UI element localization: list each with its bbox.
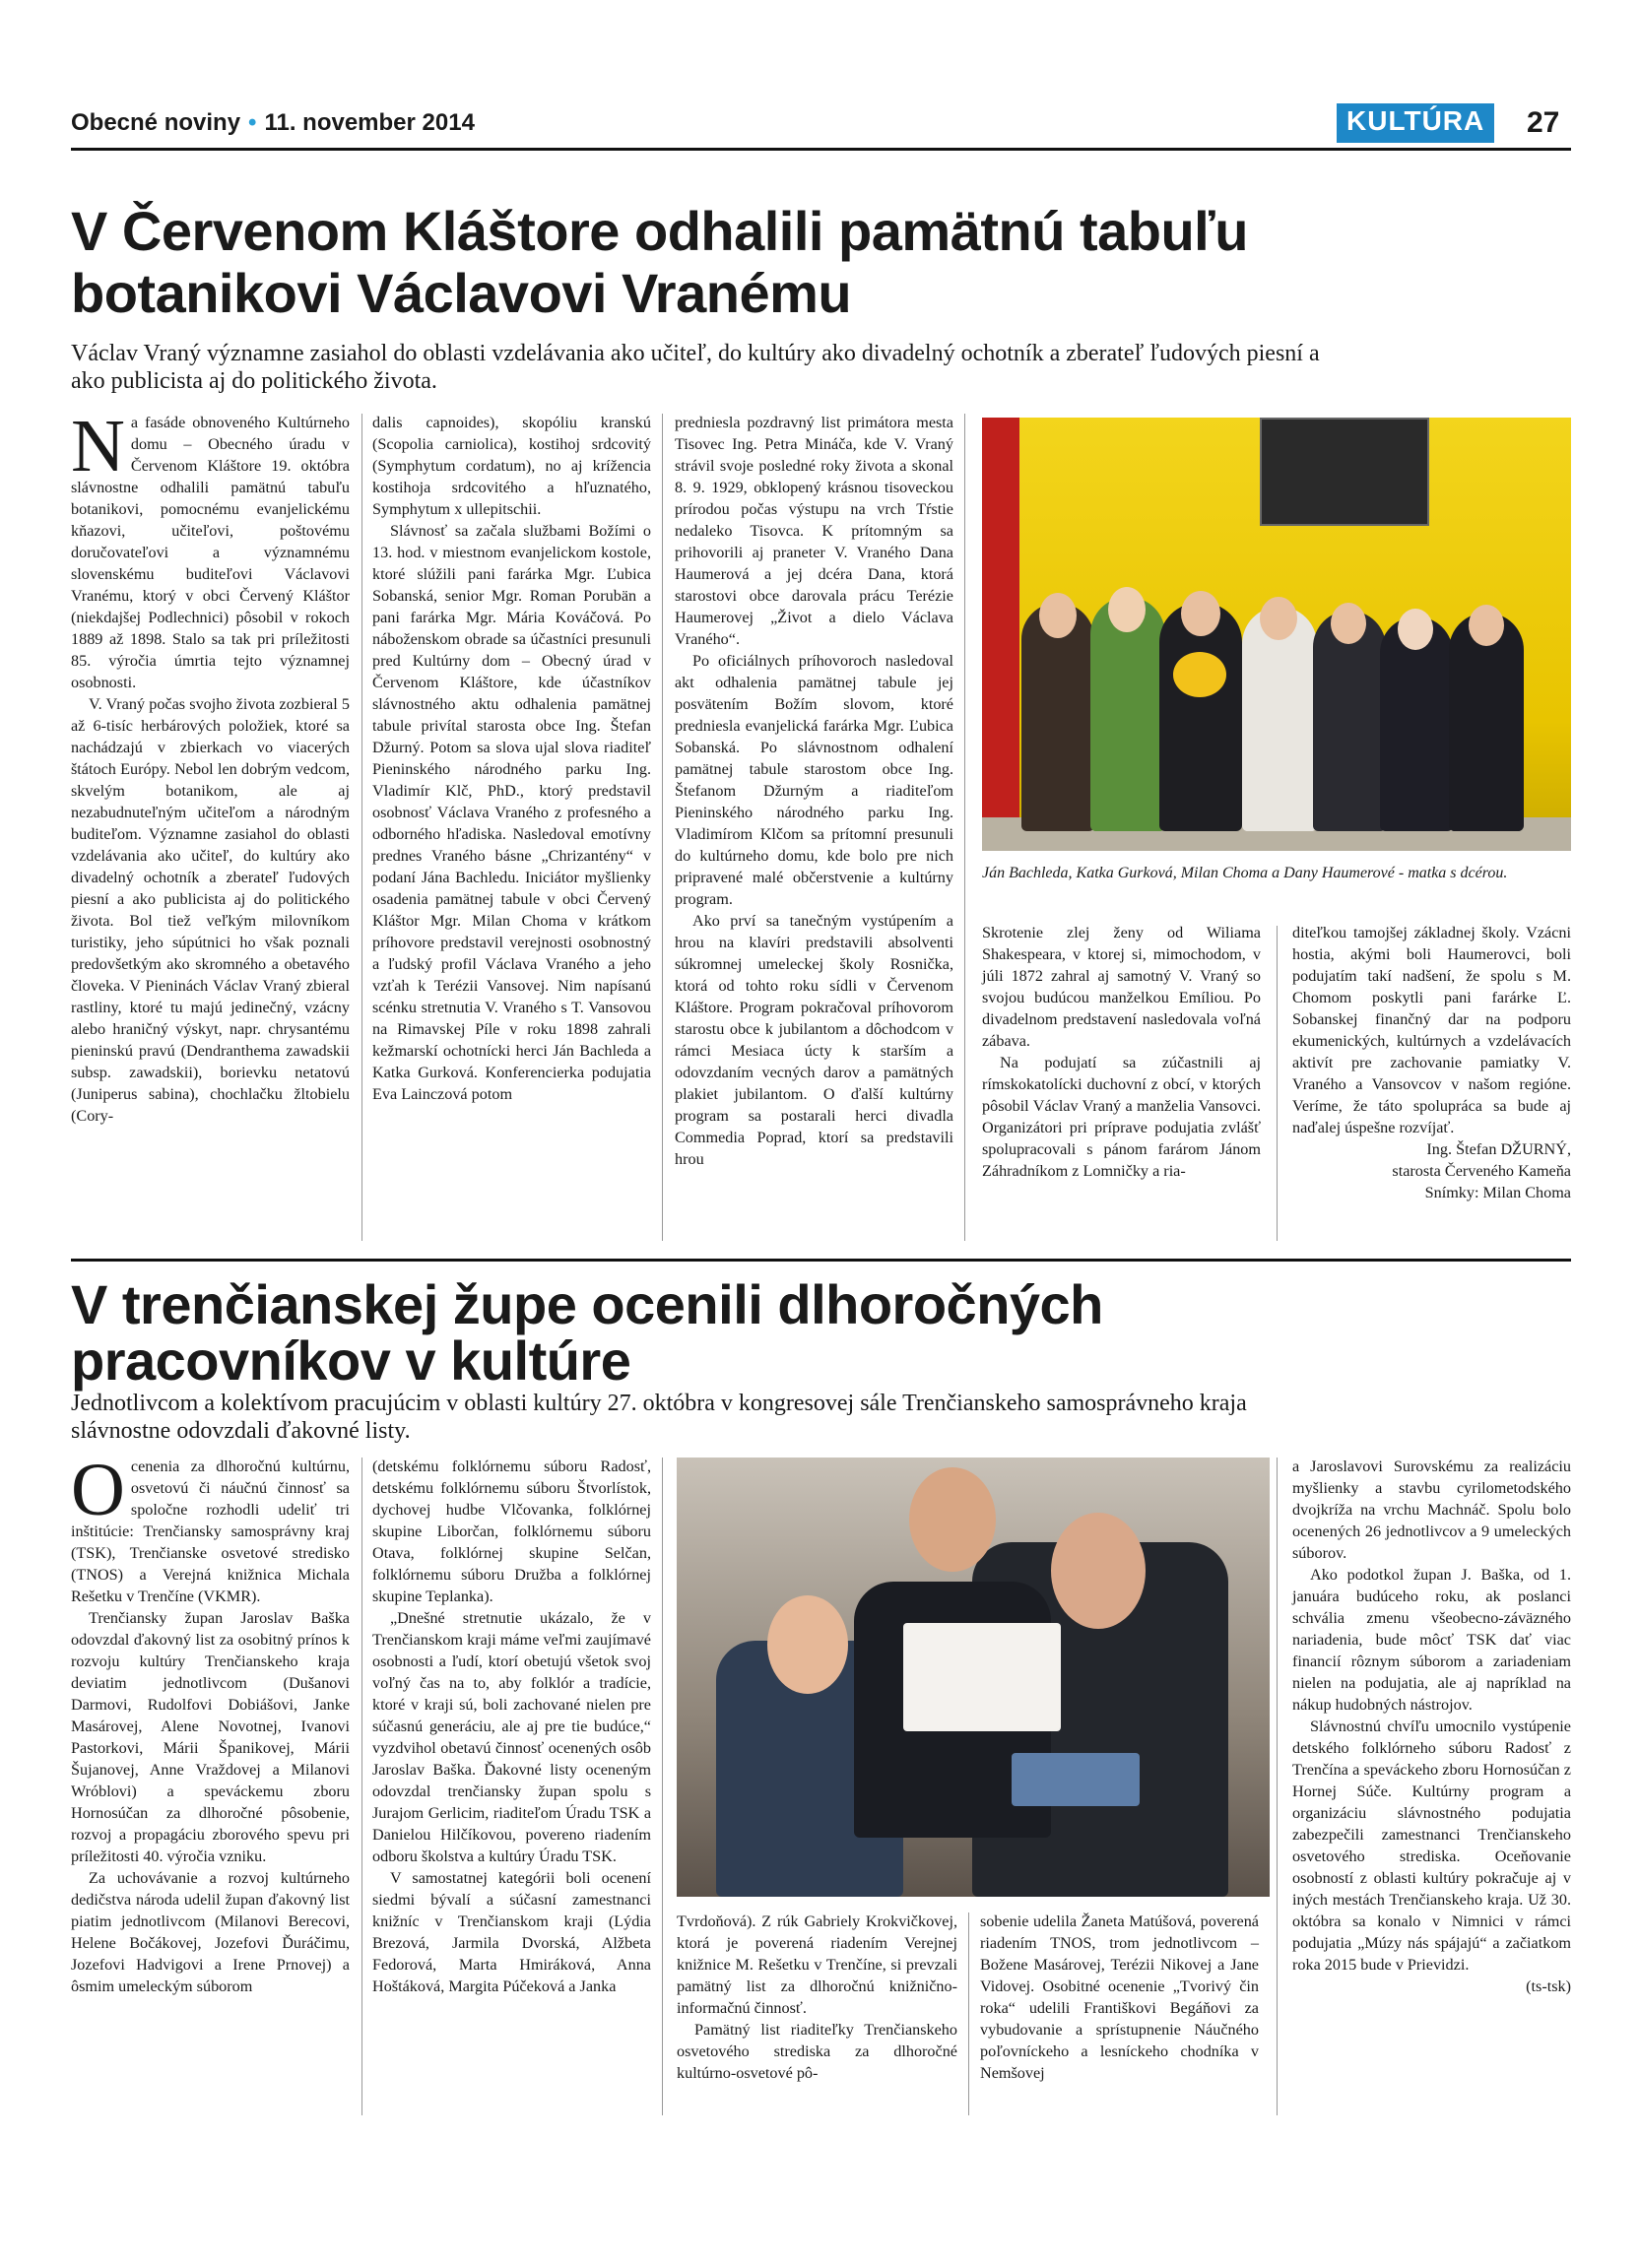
flower-pot: [1173, 652, 1226, 697]
article2-paragraph: a Jaroslavovi Surovskému za realizáciu myšlienky a stavbu cyrilometodského dvojkríža na vrchu Machnáč. Spolu bolo ocenených 26 jednotlivcov a 9 umeleckých súborov.: [1292, 1458, 1571, 1562]
award-handshake-photo: [677, 1458, 1270, 1897]
article1-title-line2: botanikovi Václavovi Vranému: [71, 262, 852, 324]
article2-paragraph: Tvrdoňová). Z rúk Gabriely Krokvičkovej, ktorá je poverená riadením Verejnej knižnice M. Rešetku v Trenčíne, si prevzali pamätný list za dlhoročnú knižnično-informačnú činnosť.: [677, 1912, 957, 2017]
article1-column-4: [982, 922, 1261, 1182]
article1-column-1: [71, 405, 350, 1127]
article1-paragraph: predniesla pozdravný list primátora mesta Tisovec Ing. Petra Mináča, kde V. Vraný strávil svoje posledné roky života a skonal 8. 9. 1929, obklopený krásnou tisoveckou prírodou počas výstupu na vrch Tŕstie nedaleko Tisovca. K prítomným sa prihovorili aj praneter V. Vraného Dana Haumerová a jej dcéra Dana, ktorá starostovi obce darovala prácu Terézie Haumerovej „Život a dielo Václava Vraného“.: [675, 414, 953, 648]
article2-column-2: [372, 1456, 651, 1997]
gift-box: [1012, 1753, 1140, 1806]
article2-paragraph: „Dnešné stretnutie ukázalo, že v Trenčianskom kraji máme veľmi zaujímavé osobnosti a ľudí, ktorí obetujú všetok svoj voľný čas na to, aby folklór a tradície, ktoré v kraji sú, boli zachované nielen pre súčasnú generáciu, ale aj pre tie budúce,“ vyzdvihol obetavú činnosť ocenených osôb Jaroslav Baška. Ďakovné listy oceneným odovzdal trenčiansky župan spolu s Jurajom Gerlicim, riaditeľom Úradu TSK a Danielou Hilčíkovou, povereno riadením odboru školstva a kultúry Úradu TSK.: [372, 1609, 651, 1865]
column-divider: [361, 414, 362, 1241]
column-divider: [968, 1912, 969, 2115]
header-rule: [71, 148, 1571, 151]
article1-paragraph: dalis capnoides), skopóliu kranskú (Scopolia carniolica), kostihoj srdcovitý (Symphytum cordatum), no aj krížencia kostihoja srdcovitého a hľuznatého, Symphytum x ullepitschii.: [372, 414, 651, 518]
article2-col1-text-0: cenenia za dlhoročnú kultúrnu, osvetovú či náučnú činnosť sa spoločne rozhodli udeliť tri inštitúcie: Trenčiansky samosprávny kraj (TSK), Trenčianske osvetové stredisko (TNOS) a Verejná knižnica Michala Rešetku v Trenčíne (VKMR).: [71, 1458, 350, 1605]
article2-column-4: [980, 1911, 1259, 2084]
article1-signature-title: starosta Červeného Kameňa: [1392, 1162, 1571, 1180]
header-publication-date: [71, 109, 475, 137]
article2-paragraph: [71, 1449, 350, 1607]
article2-column-5: [1292, 1456, 1571, 1997]
person-head: [1181, 591, 1220, 636]
article2-dropcap: O: [71, 1449, 125, 1531]
article2-paragraph: Za uchovávanie a rozvoj kultúrneho dedičstva národa udelil župan ďakovný list piatim jednotlivcom (Milanovi Berecovi, Helene Bočákovej, Jozefovi Ďuráčimu, Jozefovi Hadvigovi a Irene Prnovej) a ôsmim umeleckým súborom: [71, 1869, 350, 1995]
person-figure: [1242, 607, 1317, 831]
column-divider: [662, 414, 663, 1241]
person-head: [1331, 603, 1366, 644]
article2-lede: [71, 1390, 1571, 1445]
article1-column-5: [1292, 922, 1571, 1203]
article1-paragraph: Po oficiálnych príhovoroch nasledoval akt odhalenia pamätnej tabule jej posvätením Božím slovom, ktoré predniesla evanjelická farárka Mgr. Ľubica Sobanská. Po slávnostnom odhalení pamätnej tabule starostom obce Ing. Štefanom Džurným a riaditeľom Pieninského národného parku Ing. Vladimírom Klčom sa prítomní presunuli do kultúrneho domu, kde bolo pre nich pripravené malé občerstvenie a kultúrny program.: [675, 652, 953, 908]
ceremony-group-photo: [982, 418, 1571, 851]
article2-paragraph: Ako podotkol župan J. Baška, od 1. januára budúceho roku, ak poslanci schvália zmenu všeobecno-záväzného nariadenia, bude môcť TSK dať viac financií rôznym súborom a zariadeniam nielen na podujatia, ale aj napríklad na nákup hudobných nástrojov.: [1292, 1566, 1571, 1714]
article1-paragraph: Slávnosť sa začala službami Božími o 13. hod. v miestnom evanjelickom kostole, ktoré slúžili pani farárka Mgr. Ľubica Sobanská, senior Mgr. Roman Porubän a pani farárka Mgr. Mária Kováčová. Po náboženskom obrade sa účastníci presunuli pred Kultúrny dom – Obecný úrad v Červenom Kláštore, kde účastníkov slávnostného aktu odhalenia pamätnej tabule privítal starosta obce Ing. Štefan Džurný. Potom sa slova ujal slova riaditeľ Pieninského národného parku Ing. Vladimír Klč, PhD., ktorý predstavil osobnosť Václava Vraného z profesného a odborného hľadiska. Nasledoval emotívny prednes Vraného básne „Chrizantény“ v podaní Jána Bachledu. Iniciátor myšlienky osadenia pamätnej tabule v obci Červený Kláštor Mgr. Milan Choma v krátkom príhovore predstavil verejnosti osobnostný a ľudský profil Václava Vraného a jeho vzťah k Terézii Vansovej. Nim napísanú scénku stretnutia V. Vraného s T. Vansovou na Rimavskej Píle v roku 1898 zahrali kežmarskí ochotnícki herci Ján Bachleda a Katka Gurková. Konferencierka podujatia Eva Lainczová potom: [372, 522, 651, 1103]
person-head: [1108, 587, 1146, 632]
article1-paragraph: Na podujatí sa zúčastnili aj rímskokatolícki duchovní z obcí, v ktorých pôsobil Václav Vraný a manželia Vansovci. Organizátori pri príprave podujatia zvlášť spolupracovali s pánom farárom Jánom Záhradníkom z Lomničky a ria-: [982, 1054, 1261, 1180]
article1-photo-caption: Ján Bachleda, Katka Gurková, Milan Choma a Dany Haumerové - matka s dcérou.: [982, 865, 1508, 881]
publication-name: Obecné noviny: [71, 109, 241, 136]
person-head: [1039, 593, 1077, 638]
article1-paragraph: Ako prví sa tanečným vystúpením a hrou na klavíri predstavili absolventi súkromnej umeleckej školy Rosnička, ktorá od tohto roku sídli v Červenom Kláštore. Program pokračoval príhovorom starostu obce k jubilantom a dôchodcom v rámci Mesiaca úcty k starším a odovzdaním vecných darov a pamätných plakiet jubilantom. O ďalší kultúrny program sa postarali herci divadla Commedia Poprad, ktorí sa predstavili hrou: [675, 912, 953, 1168]
article2-lede-line1: Jednotlivcom a kolektívom pracujúcim v oblasti kultúry 27. októbra v kongresovej sále Trenčianskeho samosprávneho kraja: [71, 1391, 1247, 1416]
article1-photo-credit: Snímky: Milan Choma: [1424, 1184, 1571, 1201]
article1-lede-line1: Václav Vraný významne zasiahol do oblasti vzdelávania ako učiteľ, do kultúry ako divadelný ochotník a zberateľ ľudových piesní a: [71, 341, 1320, 366]
memorial-plaque: [1260, 418, 1429, 526]
article1-paragraph: V. Vraný počas svojho života zozbieral 5 až 6-tisíc herbárových položiek, ktoré sa nachádzajú v zbierkach vo viacerých štátoch Európy. Nebol len dobrým vedcom, skvelým botanikom, ale aj nezabudnuteľným učiteľom a národným buditeľom. Významne zasiahol do oblasti vzdelávania ako učiteľ, do kultúry ako divadelný ochotník a zberateľ ľudových piesní a ako publicista aj do politického života. Bol tiež veľkým milovníkom turistiky, jeho súpútnici ho však poznali predovšetkým ako skromného a obetavého človeka. V Pieninách Václav Vraný zbieral rastliny, ktoré tu majú jedinečný, vzácny alebo hraničný výskyt, napr. chrysantému pieninskú pravú (Dendranthema zawadskii subsp. zawadskii), borievku netatovú (Juniperus sabina), chochlačku žltobielu (Cory-: [71, 695, 350, 1125]
article1-col1-text-0: a fasáde obnoveného Kultúrneho domu – Obecného úradu v Červenom Kláštore 19. októbra slávnostne odhalili pamätnú tabuľu botanikovi, pomocnému evanjelickému kňazovi, učiteľovi, poštovému doručovateľovi a významnému slovenskému buditeľovi Václavovi Vranému, ktorý v obci Červený Kláštor (niekdajšej Podlechnici) pôsobil v rokoch 1889 až 1898. Stalo sa tak pri príležitosti 85. výročia úmrtia tejto významnej osobnosti.: [71, 414, 350, 691]
bullet-icon: •: [248, 109, 257, 136]
article2-title-line2: pracovníkov v kultúre: [71, 1329, 631, 1392]
article1-column-2: [372, 412, 651, 1105]
article1-paragraph: Skrotenie zlej ženy od Wiliama Shakespeara, v ktorej si, mimochodom, v júli 1872 zahral aj samotný V. Vraný so svojou budúcou manželkou Emíliou. Po divadelnom predstavení nasledovala voľná zábava.: [982, 924, 1261, 1050]
person-figure: [1159, 603, 1242, 831]
section-rule: [71, 1259, 1571, 1262]
page-number: 27: [1527, 106, 1560, 139]
person-head: [1469, 605, 1504, 646]
page-header: [71, 103, 1571, 151]
article2-paragraph: sobenie udelila Žaneta Matúšová, poverená riadením TNOS, trom jednotlivcom – Božene Masárovej, Terézii Nikovej a Jane Vidovej. Osobitné ocenenie „Tvorivý čin roka“ udelili Františkovi Begáňovi za vybudovanie a sprístupnenie Náučného poľovníckeho a lesníckeho chodníka v Nemšovej: [980, 1912, 1259, 2082]
issue-date: 11. november 2014: [264, 109, 475, 136]
article1-paragraph: [71, 405, 350, 693]
article1-lede: [71, 340, 1571, 395]
article2-paragraph: Pamätný list riaditeľky Trenčianskeho osvetového strediska za dlhoročné kultúrno-osvetové pô-: [677, 2021, 957, 2082]
article2-column-1: [71, 1449, 350, 1997]
column-divider: [1277, 926, 1278, 1241]
section-badge: KULTÚRA: [1337, 103, 1494, 143]
article2-lede-line2: slávnostne odovzdali ďakovné listy.: [71, 1418, 411, 1444]
article1-lede-line2: ako publicista aj do politického života.: [71, 368, 437, 394]
article2-paragraph: Slávnostnú chvíľu umocnilo vystúpenie detského folklórneho súboru Radosť z Trenčína a speváckeho zboru Hornosúčan z Hornej Súče. Kultúrny program a organizáciu slávnostného podujatia zabezpečili zamestnanci Trenčianskeho osvetového strediska. Oceňovanie osobností z oblasti kultúry pokračuje aj v iných mestách Trenčianskeho kraja. Už 30. októbra sa konalo v Nimnici v rámci podujatia „Múzy nás spájajú“ a začiatkom roka 2015 bude v Prievidzi.: [1292, 1717, 1571, 1974]
certificate: [903, 1623, 1061, 1731]
article2-paragraph: V samostatnej kategórii boli ocenení siedmi bývalí a súčasní zamestnanci knižníc v Trenčianskom kraji (Lýdia Brezová, Jarmila Dvorská, Alžbeta Fedorová, Marta Hmiráková, Anna Hoštáková, Margita Púčeková a Janka: [372, 1869, 651, 1995]
article2-paragraph: Trenčiansky župan Jaroslav Baška odovzdal ďakovný list za osobitný prínos k rozvoju kultúry Trenčianskeho kraja deviatim jednotlivcom (Dušanovi Darmovi, Rudolfovi Dobiášovi, Janke Masárovej, Alene Novotnej, Ivanovi Pastorkovi, Márii Španikovej, Márii Šujanovej, Anne Vraždovej a Milanovi Wróblovi) a speváckemu zboru Hornosúčan za dlhoročné pôsobenie, rozvoj a propagáciu zborového spevu pri príležitosti 40. výročia vzniku.: [71, 1609, 350, 1865]
person-head: [1051, 1513, 1146, 1629]
column-divider: [964, 414, 965, 1241]
photo-red-stripe: [982, 418, 1019, 851]
person-head: [909, 1467, 996, 1572]
column-divider: [361, 1458, 362, 2115]
article2-column-3: [677, 1911, 957, 2084]
article1-title-line1: V Červenom Kláštore odhalili pamätnú tabuľu: [71, 200, 1248, 262]
article1-signature-name: Ing. Štefan DŽURNÝ,: [1426, 1140, 1571, 1158]
article2-paragraph: (detskému folklórnemu súboru Radosť, detskému folklórnemu súboru Štvorlístok, dychovej hudbe Vlčovanka, folklórnej skupine Liborčan, folklórnemu súboru Otava, folklórnej skupine Selčan, folklórnemu súboru Družba a folklórnej skupine Teplanka).: [372, 1458, 651, 1605]
article1-column-3: [675, 412, 953, 1170]
column-divider: [1277, 1458, 1278, 2115]
column-divider: [662, 1458, 663, 2115]
person-head: [1260, 597, 1297, 640]
person-head: [1398, 609, 1433, 650]
article2-signature: (ts-tsk): [1526, 1977, 1571, 1995]
person-head: [767, 1595, 848, 1694]
article1-paragraph: diteľkou tamojšej základnej školy. Vzácni hostia, akými boli Haumerovci, boli podujatím takí nadšení, že spolu s M. Chomom poskytli pani farárke Ľ. Sobanskej finančný dar na podporu ekumenických, kultúrnych a vzdelávacích aktivít pre zachovanie pamiatky V. Vraného a Vansovcov v našom regióne. Veríme, že táto spolupráca sa bude aj naďalej úspešne rozvíjať.: [1292, 924, 1571, 1136]
article2-title-line1: V trenčianskej župe ocenili dlhoročných: [71, 1273, 1103, 1335]
article1-dropcap: N: [71, 405, 125, 487]
